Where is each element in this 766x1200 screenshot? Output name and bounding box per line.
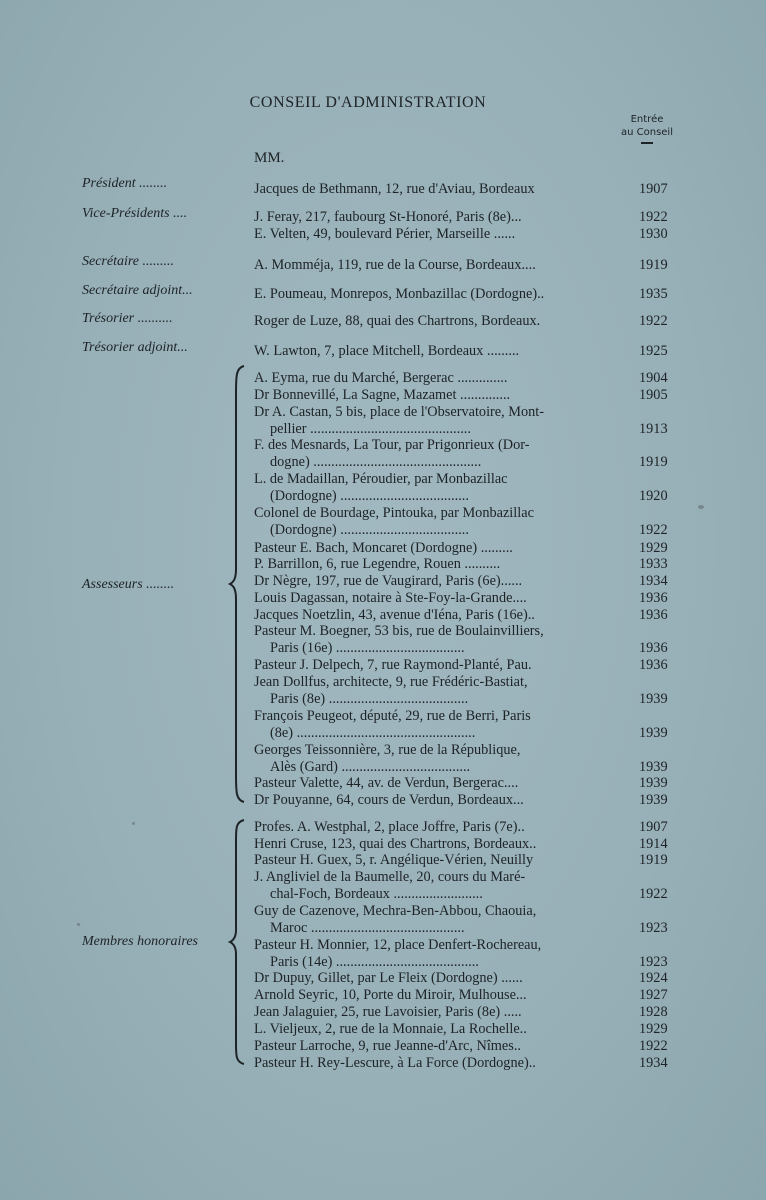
entry-text: Profes. A. Westphal, 2, place Joffre, Paris (7e).. [254,819,525,835]
entry-text: chal-Foch, Bordeaux ......................... [270,886,483,902]
role-secretaire-adjoint: Secrétaire adjoint... [82,283,193,298]
entry-year: 1933 [639,556,668,572]
entry-year: 1939 [639,759,668,775]
entry-text: Dr Nègre, 197, rue de Vaugirard, Paris (6e)...... [254,573,523,589]
entry-year: 1929 [639,1021,668,1037]
role-tresorier: Trésorier .......... [82,311,173,326]
entry-text: Maroc ........................................... [270,920,465,936]
entry-text: Jacques de Bethmann, 12, rue d'Aviau, Bordeaux [254,181,535,197]
entry-text: Roger de Luze, 88, quai des Chartrons, Bordeaux. [254,313,541,329]
au-conseil-label: au Conseil [620,127,673,138]
assesseurs-brace [228,364,248,804]
entry-text: E. Poumeau, Monrepos, Monbazillac (Dordogne).. [254,286,545,302]
paper-spot [698,505,704,509]
entry-text: L. Vieljeux, 2, rue de la Monnaie, La Rochelle.. [254,1021,527,1037]
entry-year: 1927 [639,987,668,1003]
entry-year: 1936 [639,657,668,673]
entry-year: 1919 [639,454,668,470]
entry-text: P. Barrillon, 6, rue Legendre, Rouen .......... [254,556,501,572]
entry-year: 1935 [639,286,668,302]
entry-year: 1923 [639,954,668,970]
entry-year: 1939 [639,792,668,808]
entry-year: 1934 [639,1055,668,1071]
entry-text: Pasteur H. Guex, 5, r. Angélique-Vérien, Neuilly [254,852,534,868]
entry-text: Pasteur Larroche, 9, rue Jeanne-d'Arc, Nîmes.. [254,1038,521,1054]
entry-year: 1924 [639,970,668,986]
entry-text: J. Angliviel de la Baumelle, 20, cours du Maré- [254,869,526,885]
entree-header [612,113,682,144]
entry-year: 1939 [639,691,668,707]
page-title: CONSEIL D'ADMINISTRATION [249,94,487,111]
entry-year: 1922 [639,209,668,225]
entry-year: 1939 [639,725,668,741]
entry-year: 1920 [639,488,668,504]
entry-text: François Peugeot, député, 29, rue de Berri, Paris [254,708,531,724]
entry-text: Arnold Seyric, 10, Porte du Miroir, Mulhouse... [254,987,527,1003]
entree-label: Entrée [630,114,664,125]
entry-text: W. Lawton, 7, place Mitchell, Bordeaux ......... [254,343,520,359]
entry-text: Guy de Cazenove, Mechra-Ben-Abbou, Chaouia, [254,903,537,919]
header-rule [641,142,653,144]
entry-text: Pasteur H. Monnier, 12, place Denfert-Rochereau, [254,937,542,953]
entry-text: Dr Bonnevillé, La Sagne, Mazamet .............. [254,387,511,403]
entry-text: A. Momméja, 119, rue de la Course, Bordeaux.... [254,257,536,273]
honoraires-brace [228,818,248,1066]
entry-year: 1905 [639,387,668,403]
entry-text: (Dordogne) .................................... [270,522,469,538]
entry-year: 1936 [639,640,668,656]
entry-text: Jean Dollfus, architecte, 9, rue Frédéric-Bastiat, [254,674,528,690]
role-vice-presidents: Vice-Présidents .... [82,206,188,221]
entry-year: 1919 [639,852,668,868]
role-president: Président ........ [82,176,168,191]
entry-text: Louis Dagassan, notaire à Ste-Foy-la-Grande.... [254,590,527,606]
entry-year: 1936 [639,607,668,623]
entry-text: J. Feray, 217, faubourg St-Honoré, Paris (8e)... [254,209,522,225]
entry-year: 1904 [639,370,668,386]
entry-text: Pasteur M. Boegner, 53 bis, rue de Boulainvilliers, [254,623,544,639]
entry-text: L. de Madaillan, Péroudier, par Monbazillac [254,471,508,487]
entry-text: F. des Mesnards, La Tour, par Prigonrieux (Dor- [254,437,530,453]
paper-spot [77,923,80,926]
role-membres-honoraires: Membres honoraires [82,934,199,949]
entry-text: Dr Pouyanne, 64, cours de Verdun, Bordeaux... [254,792,524,808]
entry-year: 1930 [639,226,668,242]
mm-label: MM. [254,150,285,166]
entry-year: 1923 [639,920,668,936]
entry-text: Paris (16e) .................................... [270,640,465,656]
entry-text: A. Eyma, rue du Marché, Bergerac .............. [254,370,508,386]
entry-text: Henri Cruse, 123, quai des Chartrons, Bordeaux.. [254,836,537,852]
entry-text: Dr A. Castan, 5 bis, place de l'Observatoire, Mont- [254,404,545,420]
entry-text: Pasteur E. Bach, Moncaret (Dordogne) ......... [254,540,513,556]
entry-text: Pasteur H. Rey-Lescure, à La Force (Dordogne).. [254,1055,536,1071]
entry-year: 1936 [639,590,668,606]
entry-text: Paris (14e) ........................................ [270,954,479,970]
entry-text: (Dordogne) .................................... [270,488,469,504]
entry-text: Paris (8e) ....................................... [270,691,469,707]
entry-text: Georges Teissonnière, 3, rue de la République, [254,742,521,758]
entry-text: Colonel de Bourdage, Pintouka, par Monbazillac [254,505,534,521]
entry-year: 1929 [639,540,668,556]
entry-year: 1922 [639,1038,668,1054]
entry-text: Jacques Noetzlin, 43, avenue d'Iéna, Paris (16e).. [254,607,535,623]
entry-year: 1922 [639,313,668,329]
role-secretaire: Secrétaire ......... [82,254,175,269]
entry-text: Jean Jalaguier, 25, rue Lavoisier, Paris (8e) ..... [254,1004,522,1020]
entry-year: 1922 [639,522,668,538]
entry-text: Dr Dupuy, Gillet, par Le Fleix (Dordogne) ...... [254,970,523,986]
entry-text: pellier ............................................. [270,421,471,437]
entry-year: 1919 [639,257,668,273]
role-assesseurs: Assesseurs ........ [82,577,175,592]
entry-year: 1922 [639,886,668,902]
entry-year: 1907 [639,181,668,197]
role-tresorier-adjoint: Trésorier adjoint... [82,340,188,355]
paper-spot [132,822,135,825]
entry-year: 1914 [639,836,668,852]
entry-text: Pasteur Valette, 44, av. de Verdun, Bergerac.... [254,775,519,791]
entry-text: E. Velten, 49, boulevard Périer, Marseille ...... [254,226,516,242]
entry-text: Alès (Gard) .................................... [270,759,471,775]
entry-text: (8e) .................................................. [270,725,476,741]
entry-text: dogne) ............................................... [270,454,482,470]
entry-year: 1934 [639,573,668,589]
entry-year: 1928 [639,1004,668,1020]
entry-year: 1913 [639,421,668,437]
entry-year: 1939 [639,775,668,791]
entry-text: Pasteur J. Delpech, 7, rue Raymond-Planté, Pau. [254,657,532,673]
entry-year: 1925 [639,343,668,359]
entry-year: 1907 [639,819,668,835]
